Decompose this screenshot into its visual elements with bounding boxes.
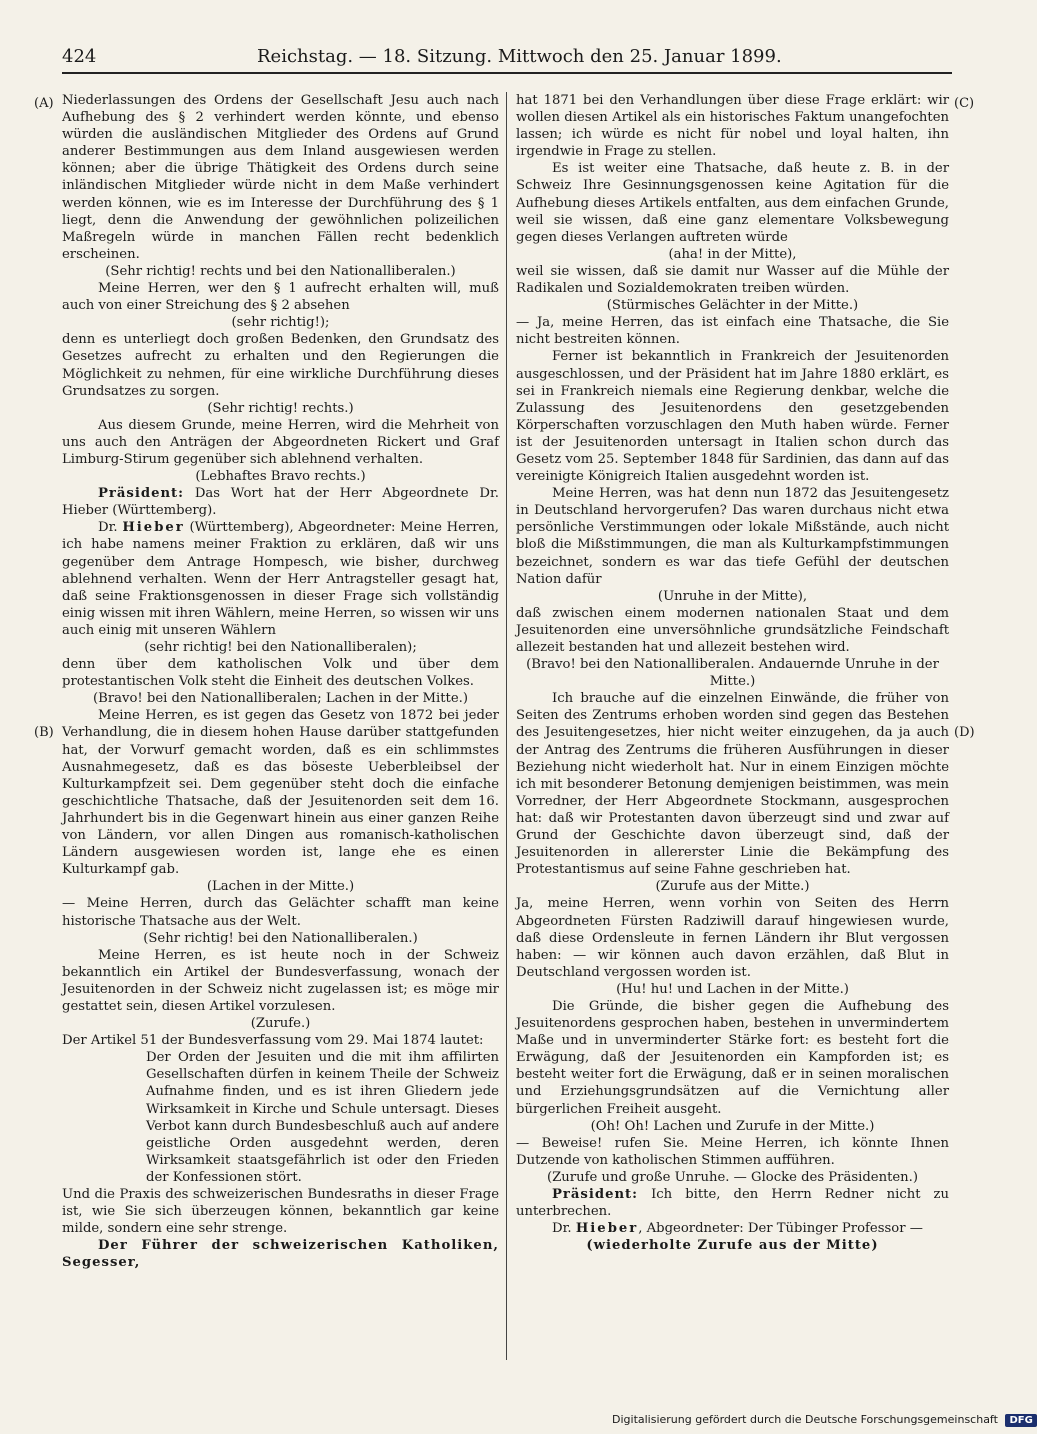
- speaker-statement: [62, 519, 499, 639]
- remark: (Bravo! bei den Nationalliberalen. Andauernde Unruhe in der Mitte.): [526, 657, 939, 690]
- paragraph: daß zwischen einem modernen nationalen Staat und dem Jesuitenorden eine unversöhnliche grundsätzliche Feindschaft allezeit bestanden hat und allezeit bestehen wird.: [516, 605, 949, 655]
- remark: (wiederholte Zurufe aus der Mitte): [586, 1238, 879, 1254]
- paragraph: Aus diesem Grunde, meine Herren, wird die Mehrheit von uns auch den Anträgen der Abgeordneten Rickert und Graf Limburg-Stirum gegenüber sich ablehnend verhalten.: [62, 417, 499, 467]
- remark: (Lachen in der Mitte.): [206, 879, 355, 895]
- remark: (Zurufe und große Unruhe. — Glocke des Präsidenten.): [546, 1169, 919, 1185]
- statement-text: Ich bitte, den Herrn Redner nicht zu unterbrechen.: [516, 1187, 949, 1220]
- margin-marker-a: (A): [34, 96, 54, 111]
- paragraph: Meine Herren, es ist heute noch in der Schweiz bekanntlich ein Artikel der Bundesverfassung, wonach der Jesuitenorden in der Schweiz nicht zugelassen ist; es möge mir gestattet sein, diesen Artikel vorzulesen.: [62, 947, 499, 1014]
- president-label: Präsident:: [552, 1187, 639, 1202]
- remark: (sehr richtig! bei den Nationalliberalen);: [144, 640, 417, 655]
- paragraph: Meine Herren, was hat denn nun 1872 das Jesuitengesetz in Deutschland hervorgerufen? Das waren durchaus nicht etwa persönliche Verstimmungen oder lokale Mißstände, auch nicht bloß die Mißstimmungen, die man als Kulturkampfstimmungen bezeichnet, sondern es war das tiefe Gefühl der deutschen Nation dafür: [516, 486, 949, 587]
- speaker-name: Hieber: [122, 520, 185, 536]
- paragraph: — Meine Herren, durch das Gelächter schafft man keine historische Thatsache aus der Welt.: [62, 896, 499, 929]
- paragraph: Der Führer der schweizerischen Katholiken, Segesser,: [62, 1238, 499, 1271]
- right-column: [516, 92, 949, 1254]
- paragraph: Ich brauche auf die einzelnen Einwände, die früher von Seiten des Zentrums erhoben worden sind gegen das Bestehen des Jesuitengesetzes, hier nicht weiter einzugehen, da ja auch der Antrag des Zentrums die früheren Ausführungen in dieser Beziehung nicht wiederholt hat. Nur in einem Einzigen möchte ich mit besonderer Betonung demjenigen beistimmen, was mein Vorredner, der Herr Abgeordnete Stockmann, ausgesprochen hat: daß wir Protestanten davon überzeugt sind und zwar auf Grund der Geschichte davon überzeugt sind, daß der Jesuitenorden in allererster Linie die Bekämpfung des Protestantismus auf seine Fahne geschrieben hat.: [516, 691, 949, 878]
- paragraph: Meine Herren, wer den § 1 aufrecht erhalten will, muß auch von einer Streichung des § 2 absehen: [62, 281, 499, 314]
- dfg-logo: DFG: [1005, 1414, 1036, 1427]
- credit-text: Digitalisierung gefördert durch die Deutsche Forschungsgemeinschaft: [612, 1413, 998, 1426]
- statement-text: (Württemberg), Abgeordneter: Meine Herren, ich habe namens meiner Fraktion zu erklären, daß wir uns gegenüber dem Antrage Hompesch, wie bisher, durchweg ablehnend verhalten. Wenn der Herr Antragsteller gesagt hat, daß seine Fraktionsgenossen in dieser Frage sich vollständig einig wissen mit ihren Wählern, meine Herren, so wissen wir uns auch einig mit unseren Wählern: [62, 520, 499, 638]
- speaker-prefix: Dr.: [98, 520, 118, 536]
- remark: (Lebhaftes Bravo rechts.): [195, 469, 366, 485]
- statement-text: Das Wort hat der Herr Abgeordnete Dr. Hieber (Württemberg).: [62, 486, 499, 519]
- remark: (Hu! hu! und Lachen in der Mitte.): [616, 981, 849, 997]
- remark: (Zurufe.): [250, 1016, 311, 1032]
- remark: (Sehr richtig! rechts.): [207, 400, 354, 416]
- paragraph: denn über dem katholischen Volk und über dem protestantischen Volk steht die Einheit des deutschen Volkes.: [62, 657, 499, 690]
- remark: (Sehr richtig! rechts und bei den Nationalliberalen.): [105, 263, 456, 279]
- page-number: 424: [62, 46, 97, 67]
- running-title: Reichstag. — 18. Sitzung. Mittwoch den 25. Januar 1899.: [257, 46, 782, 67]
- paragraph: hat 1871 bei den Verhandlungen über diese Frage erklärt: wir wollen diesen Artikel als ein historisches Faktum unangefochten lassen; ich würde es nicht für nobel und loyal halten, ihn irgendwie in Frage zu stellen.: [516, 93, 949, 160]
- president-statement: [516, 1186, 949, 1220]
- remark: (Sehr richtig! bei den Nationalliberalen.): [143, 930, 418, 946]
- speaker-name: Hieber: [575, 1221, 639, 1237]
- digitization-credit: [612, 1413, 1037, 1427]
- remark: (aha! in der Mitte),: [668, 246, 797, 262]
- remark: (sehr richtig!);: [231, 315, 330, 331]
- paragraph: — Beweise! rufen Sie. Meine Herren, ich könnte Ihnen Dutzende von katholischen Stimmen aufführen.: [516, 1135, 949, 1168]
- quotation: Der Orden der Jesuiten und die mit ihm affilirten Gesellschaften dürfen in keinem Theile der Schweiz Aufnahme finden, und es ist ihren Gliedern jede Wirksamkeit in Kirche und Schule untersagt. Dieses Verbot kann durch Bundesbeschluß auch auf andere geistliche Orden ausgedehnt werden, deren Wirksamkeit staatsgefährlich ist oder den Frieden der Konfessionen stört.: [146, 1050, 499, 1185]
- paragraph: Und die Praxis des schweizerischen Bundesraths in dieser Frage ist, wie Sie sich überzeugen können, bekanntlich gar keine milde, sondern eine sehr strenge.: [62, 1187, 499, 1237]
- paragraph: Meine Herren, es ist gegen das Gesetz von 1872 bei jeder Verhandlung, die in diesem hohen Hause darüber stattgefunden hat, der Vorwurf gemacht worden, daß es ein schlimmstes Ausnahmegesetz, daß es das böseste Ueberbleibsel der Kulturkampfzeit sei. Dem gegenüber steht doch die einfache geschichtliche Thatsache, daß der Jesuitenorden seit dem 16. Jahrhundert bis in die Gegenwart hinein aus einer ganzen Reihe von Ländern, vor allen Dingen aus romanisch-katholischen Ländern ausgewiesen worden ist, lange ehe es einen Kulturkampf gab.: [62, 708, 499, 878]
- president-statement: [62, 485, 499, 519]
- paragraph: — Ja, meine Herren, das ist einfach eine Thatsache, die Sie nicht bestreiten können.: [516, 315, 949, 348]
- margin-marker-d: (D): [954, 725, 975, 740]
- speaker-prefix: Dr.: [552, 1221, 572, 1237]
- paragraph: Der Artikel 51 der Bundesverfassung vom 29. Mai 1874 lautet:: [62, 1033, 484, 1049]
- statement-text: , Abgeordneter: Der Tübinger Professor —: [638, 1221, 923, 1237]
- margin-marker-c: (C): [954, 96, 975, 111]
- paragraph: Ja, meine Herren, wenn vorhin von Seiten des Herrn Abgeordneten Fürsten Radziwill darauf hingewiesen wurde, daß diese Ordensleute in fernen Ländern ihr Blut vergossen haben: — wir können auch davon erzählen, daß Blut in Deutschland vergossen worden ist.: [516, 896, 949, 980]
- remark: (Unruhe in der Mitte),: [657, 588, 808, 604]
- margin-marker-b: (B): [34, 725, 54, 740]
- president-label: Präsident:: [98, 486, 185, 502]
- speaker-statement: [516, 1220, 949, 1237]
- paragraph: Niederlassungen des Ordens der Gesellschaft Jesu auch nach Aufhebung des § 2 verhindert werden könnte, und ebenso würden die ausländischen Mitglieder des Ordens auf Grund anderer Bestimmungen aus dem Inland ausgewiesen werden können; aber die übrige Thätigkeit des Ordens durch seine inländischen Mitglieder würde nicht in dem Maße verhindert werden können, wie es im Interesse der Durchführung des § 1 liegt, denn die Anwendung der gewöhnlichen polizeilichen Maßregeln würde in manchen Fällen recht bedenklich erscheinen.: [62, 93, 499, 262]
- page-header: [62, 46, 952, 74]
- left-column: [62, 92, 499, 1271]
- paragraph: Ferner ist bekanntlich in Frankreich der Jesuitenorden ausgeschlossen, und der Präsident hat im Jahre 1880 erklärt, es sei in Frankreich niemals eine Regierung denkbar, welche die Zulassung des Jesuitenordens den gesetzgebenden Körperschaften vorzuschlagen den Muth haben würde. Ferner ist der Jesuitenorden untersagt in Italien schon durch das Gesetz vom 25. September 1848 für Sardinien, das dann auf das vereinigte Königreich Italien ausgedehnt worden ist.: [516, 349, 949, 485]
- paragraph: weil sie wissen, daß sie damit nur Wasser auf die Mühle der Radikalen und Sozialdemokraten treiben würden.: [516, 263, 949, 297]
- paragraph: Die Gründe, die bisher gegen die Aufhebung des Jesuitenordens gesprochen haben, bestehen in unvermindertem Maße und in unverminderter Stärke fort: es besteht fort die Erwägung, daß der Jesuitenorden ein Kampforden ist; es besteht weiter fort die Erwägung, daß er in seinen moralischen und Erziehungsgrundsätzen auf die Vernichtung aller bürgerlichen Freiheit ausgeht.: [516, 998, 949, 1117]
- paragraph: denn es unterliegt doch großen Bedenken, den Grundsatz des Gesetzes aufrecht zu erhalten und den Regierungen die Möglichkeit zu nehmen, für eine wirkliche Durchführung dieses Grundsatzes zu sorgen.: [62, 332, 499, 399]
- remark: (Oh! Oh! Lachen und Zurufe in der Mitte.): [590, 1118, 875, 1134]
- remark: (Stürmisches Gelächter in der Mitte.): [606, 298, 859, 314]
- column-divider: [506, 92, 507, 1360]
- remark: (Zurufe aus der Mitte.): [655, 879, 810, 895]
- paragraph: Es ist weiter eine Thatsache, daß heute z. B. in der Schweiz Ihre Gesinnungsgenossen keine Agitation für die Aufhebung dieses Artikels entfalten, aus dem einfachen Grunde, weil sie wissen, daß eine ganz elementare Volksbewegung gegen dieses Verlangen auftreten würde: [516, 161, 949, 245]
- remark: (Bravo! bei den Nationalliberalen; Lachen in der Mitte.): [93, 691, 468, 707]
